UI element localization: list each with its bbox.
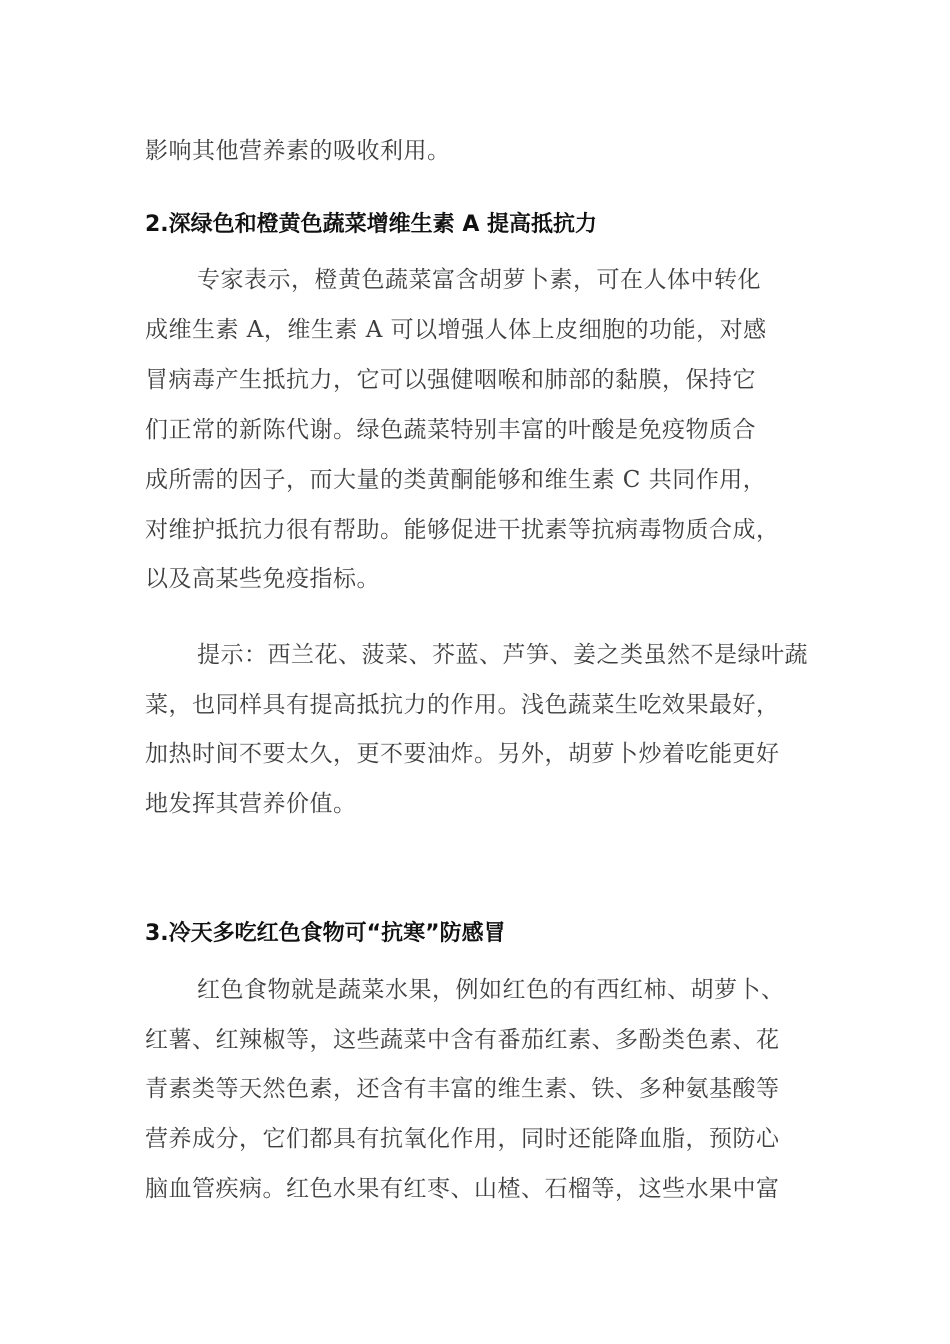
- section-2-paragraph-1-line: 成维生素 A，维生素 A 可以增强人体上皮细胞的功能，对感: [145, 317, 767, 343]
- section-3-paragraph-1-line: 红色食物就是蔬菜水果，例如红色的有西红柿、胡萝卜、: [197, 977, 785, 1003]
- section-2-paragraph-1-line: 专家表示，橙黄色蔬菜富含胡萝卜素，可在人体中转化: [197, 267, 761, 293]
- section-2-tip-line: 加热时间不要太久，更不要油炸。另外，胡萝卜炒着吃能更好: [145, 741, 780, 767]
- section-2-paragraph-1-line: 以及高某些免疫指标。: [145, 566, 380, 592]
- section-2-paragraph-1-line: 对维护抵抗力很有帮助。能够促进干扰素等抗病毒物质合成，: [145, 517, 780, 543]
- section-2-paragraph-1-line: 冒病毒产生抵抗力，它可以强健咽喉和肺部的黏膜，保持它: [145, 367, 756, 393]
- intro-text-line: 影响其他营养素的吸收利用。: [145, 138, 451, 164]
- section-3-heading: 3.冷天多吃红色食物可“抗寒”防感冒: [145, 921, 506, 946]
- section-3-paragraph-1-line: 红薯、红辣椒等，这些蔬菜中含有番茄红素、多酚类色素、花: [145, 1027, 780, 1053]
- section-2-heading: 2.深绿色和橙黄色蔬菜增维生素 A 提高抵抗力: [145, 212, 598, 237]
- section-3-paragraph-1-line: 脑血管疾病。红色水果有红枣、山楂、石榴等，这些水果中富: [145, 1176, 780, 1202]
- section-3-paragraph-1-line: 营养成分，它们都具有抗氧化作用，同时还能降血脂，预防心: [145, 1126, 780, 1152]
- section-2-tip-line: 菜，也同样具有提高抵抗力的作用。浅色蔬菜生吃效果最好，: [145, 692, 780, 718]
- section-2-paragraph-1-line: 们正常的新陈代谢。绿色蔬菜特别丰富的叶酸是免疫物质合: [145, 417, 756, 443]
- section-3-paragraph-1-line: 青素类等天然色素，还含有丰富的维生素、铁、多种氨基酸等: [145, 1076, 780, 1102]
- section-2-tip-line: 提示：西兰花、菠菜、芥蓝、芦笋、姜之类虽然不是绿叶蔬: [197, 642, 808, 668]
- section-2-paragraph-1-line: 成所需的因子，而大量的类黄酮能够和维生素 C 共同作用，: [145, 467, 767, 493]
- section-2-tip-line: 地发挥其营养价值。: [145, 791, 357, 817]
